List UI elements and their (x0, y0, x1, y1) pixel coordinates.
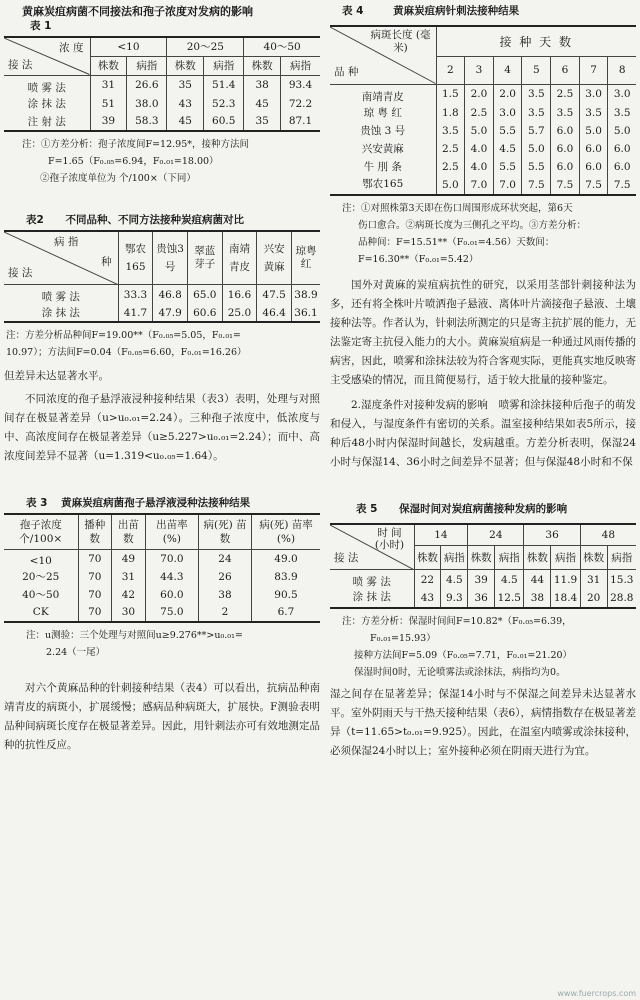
cell: 70 (78, 586, 112, 604)
cell: 5.0 (608, 122, 636, 140)
cell: 52.3 (204, 95, 244, 113)
cell: 3.5 (522, 104, 551, 122)
table5-caption (330, 502, 636, 517)
table5-sub: 株数 (414, 546, 441, 570)
cell: 1.5 (436, 84, 465, 104)
table-row (4, 113, 320, 131)
cell: 31 (90, 75, 127, 95)
cell: 70 (78, 568, 112, 586)
row-label: 注 射 法 (27, 115, 66, 128)
table-row (330, 570, 636, 590)
table5-sub: 株数 (524, 546, 551, 570)
table-row (4, 304, 320, 322)
cell: 5.5 (522, 158, 551, 176)
table3-head: 孢子浓度 个/100× (4, 514, 78, 550)
cell: 26 (199, 568, 252, 586)
table2-diag-bot: 接 法 (8, 267, 33, 279)
cell: 44.3 (145, 568, 198, 586)
table4-diag-bot: 品 种 (334, 65, 359, 78)
cell: 7.5 (522, 176, 551, 195)
table-row (330, 140, 636, 158)
table1-title: 黄麻炭疽病菌不同接法和孢子浓度对发病的影响 (22, 5, 253, 18)
cell: 38.0 (127, 95, 167, 113)
cell: 28.8 (607, 589, 636, 608)
cell: 40～50 (22, 589, 60, 601)
table2-col: 翠蓝芽子 (187, 231, 222, 285)
table2-col: 琼粤红 (291, 231, 320, 285)
cell: 4.0 (465, 140, 494, 158)
table1-diag-header (4, 37, 90, 75)
cell: 49 (112, 550, 146, 568)
table5-diag-bot: 接 法 (334, 552, 359, 564)
row-label: 贵蚀 3 号 (360, 125, 406, 137)
cell: 5.0 (579, 122, 608, 140)
cell: 72.2 (281, 95, 320, 113)
paragraph: 对六个黄麻品种的针刺接种结果（表4）可以看出，抗病品种南靖青皮的病斑小，扩展缓慢；感病品种病斑大，扩展快。F测验表明品种间病斑长度存在极显著差异。因此，用针刺法亦可有效地测定品种的抗性反应。 (4, 681, 320, 751)
cell: 2.5 (551, 84, 580, 104)
table4-notes (330, 200, 636, 268)
paragraph: 但差异未达显著水平。 (4, 370, 109, 382)
table4 (330, 25, 636, 196)
cell: 5.0 (436, 176, 465, 195)
cell: 25.0 (222, 304, 257, 322)
table4-day: 6 (551, 56, 580, 84)
cell: 11.9 (551, 570, 580, 590)
table-row (4, 95, 320, 113)
cell: 3.5 (551, 104, 580, 122)
table1-group-2: 20～25 (167, 37, 244, 56)
cell: 42 (112, 586, 146, 604)
table5-group: 48 (580, 524, 636, 546)
cell: 6.0 (551, 122, 580, 140)
note-line: ②孢子浓度单位为 个/100×（下同） (40, 172, 196, 184)
cell: <10 (29, 554, 52, 567)
note-line: 10.97）；方法间F=0.04（F₀.₀₅=6.60，F₀.₀₁=16.26） (6, 347, 247, 358)
table-row (4, 285, 320, 305)
table2-block (4, 213, 320, 362)
table2-col: 贵蚀3号 (153, 231, 188, 285)
table5-group: 14 (414, 524, 468, 546)
table-row (330, 158, 636, 176)
cell: 31 (580, 570, 607, 590)
note-line: 注：①对照株第3天即在伤口周围形成环状突起，第6天 (342, 202, 573, 214)
table5-sub: 株数 (468, 546, 495, 570)
table4-day: 8 (608, 56, 636, 84)
cell: 16.6 (222, 285, 257, 305)
paragraph: 国外对黄麻的炭疽病抗性的研究，以采用茎部针刺接种法为多，还有将全株叶片喷洒孢子悬液、离体叶片滴接孢子悬液、土壤接种法等。作者认为，针刺法所测定的只是寄主抗扩展的能力，无法鉴定寄主抗侵入能力的大小。黄麻炭疽病是一种通过风雨传播的病害，因此，喷雾和涂抹法较为符合客观实际，更能真实地反映寄主受感染的情况，而且简便易行，适于较大批量的接种鉴定。 (330, 278, 636, 386)
watermark: www.fuercrops.com (557, 989, 636, 998)
cell: 2.0 (465, 84, 494, 104)
table-row (4, 568, 320, 586)
table-row (4, 550, 320, 568)
right-text-block-2 (330, 685, 636, 761)
note-line: 品种间：F=15.51**（F₀.₀₁=4.56）天数间： (358, 236, 555, 248)
cell: 2.5 (465, 104, 494, 122)
cell: 3.0 (493, 104, 522, 122)
table3-head: 播种数 (78, 514, 112, 550)
table-row (330, 122, 636, 140)
row-label: 鄂农165 (362, 177, 404, 190)
cell: 6.0 (579, 158, 608, 176)
cell: 4.5 (493, 140, 522, 158)
table4-day: 7 (579, 56, 608, 84)
table2-title: 不同品种、不同方法接种炭疽病菌对比 (65, 213, 244, 226)
cell: 36 (468, 589, 495, 608)
table3-head: 出苗率 (%) (145, 514, 198, 550)
table5 (330, 523, 636, 610)
cell: 45 (167, 113, 204, 131)
table-row (330, 176, 636, 195)
cell: 83.9 (251, 568, 320, 586)
cell: 26.6 (127, 75, 167, 95)
cell: 60.5 (204, 113, 244, 131)
table2-col: 鄂农165 (118, 231, 153, 285)
note-line: 2.24（一尾） (46, 646, 106, 658)
table5-group: 36 (524, 524, 580, 546)
cell: 12.5 (495, 589, 524, 608)
cell: 93.4 (281, 75, 320, 95)
table1-block (4, 4, 320, 187)
table5-diag-header (330, 524, 414, 570)
table2-diag-header (4, 231, 118, 285)
table2 (4, 230, 320, 324)
cell: 90.5 (251, 586, 320, 604)
cell: 15.3 (607, 570, 636, 590)
cell: 5.5 (493, 122, 522, 140)
table2-number: 表2 (26, 213, 44, 226)
cell: 60.6 (187, 304, 222, 322)
cell: 20 (580, 589, 607, 608)
table3 (4, 513, 320, 623)
cell: 4.0 (465, 158, 494, 176)
cell: 31 (112, 568, 146, 586)
cell: 70 (78, 604, 112, 622)
table1-sub: 株数 (90, 56, 127, 75)
table4-day: 2 (436, 56, 465, 84)
note-line: 注：u测验：三个处理与对照间u≥9.276**>u₀.₀₁= (26, 629, 243, 641)
table2-notes (4, 327, 320, 361)
cell: 2.5 (436, 140, 465, 158)
note-line: 伤口愈合。②病斑长度为三侧孔之平均。③方差分析： (358, 219, 587, 231)
cell: 7.5 (551, 176, 580, 195)
note-line: 注：①方差分析：孢子浓度间F=12.95*，接种方法间 (22, 138, 249, 150)
row-label: 涂 抹 法 (352, 591, 391, 603)
table3-notes (4, 627, 320, 661)
cell: 3.0 (579, 84, 608, 104)
table-row (4, 604, 320, 622)
table4-diag-top: 病斑长度 (毫米) (370, 29, 431, 54)
table2-col: 兴安黄麻 (257, 231, 292, 285)
table4-block (330, 4, 636, 268)
paragraph: 不同浓度的孢子悬浮液浸种接种结果（表3）表明，处理与对照间存在极显著差异（u>u₀.₀₁=2.24）。三种孢子浓度中，低浓度与中、高浓度间存在极显著差异（u≥5.227>u₀.₀₁=2.24）；而中、高浓度间差异不显著（u=1.319<u₀.₀₅=1.64）。 (4, 393, 320, 462)
table2-diag-mid: 种 (101, 255, 112, 268)
left-text-block (4, 367, 320, 466)
table4-caption (330, 4, 636, 19)
cell: 6.0 (608, 140, 636, 158)
cell: 41.7 (118, 304, 153, 322)
paragraph: 2.湿度条件对接种发病的影响 喷雾和涂抹接种后孢子的萌发和侵入，与湿度条件有密切的关系。温室接种结果如表5所示，接种后48小时内保湿时间越长，发病越重。方差分析表明，保湿24小时与保湿14、36小时之间差异不显著；但与保湿48小时和不保 (330, 398, 636, 468)
note-line: 接种方法间F=5.09（F₀.₀₅=7.71，F₀.₀₁=21.20） (354, 650, 573, 661)
cell: 5.0 (465, 122, 494, 140)
table3-head: 病(死) 苗率(%) (251, 514, 320, 550)
table1-sub: 病指 (204, 56, 244, 75)
cell: 1.8 (436, 104, 465, 122)
table4-day: 5 (522, 56, 551, 84)
cell: CK (32, 606, 49, 618)
cell: 6.0 (551, 140, 580, 158)
cell: 51 (90, 95, 127, 113)
cell: 7.5 (579, 176, 608, 195)
cell: 5.7 (522, 122, 551, 140)
cell: 2.5 (436, 158, 465, 176)
cell: 3.5 (608, 104, 636, 122)
right-text-block (330, 276, 636, 472)
cell: 46.4 (257, 304, 292, 322)
table1-notes (4, 136, 320, 187)
row-label: 涂 抹 法 (27, 98, 66, 110)
cell: 47.9 (153, 304, 188, 322)
paragraph: 湿之间存在显著差异；保湿14小时与不保湿之间差异未达显著水平。室外阴雨天与干热天接种结果（表6），病情指数存在极显著差异（t=11.65>t₀.₀₁=9.925）。因此，在温室内喷雾或涂抹接种，必须保湿24小时以上；室外接种必须在阴雨天进行为宜。 (330, 688, 636, 757)
table5-sub: 株数 (580, 546, 607, 570)
cell: 7.0 (493, 176, 522, 195)
cell: 6.0 (608, 158, 636, 176)
cell: 43 (414, 589, 441, 608)
cell: 38 (199, 586, 252, 604)
row-label: 兴安黄麻 (361, 143, 404, 155)
table2-diag-top: 病 指 (54, 235, 79, 248)
cell: 60.0 (145, 586, 198, 604)
table5-number: 表 5 (356, 502, 378, 515)
cell: 87.1 (281, 113, 320, 131)
cell: 6.0 (579, 140, 608, 158)
table3-head: 出苗数 (112, 514, 146, 550)
table4-span-head: 接 种 天 数 (436, 26, 636, 56)
table2-caption (4, 213, 320, 228)
table1-number: 表 1 (30, 20, 52, 32)
note-line: F=1.65（F₀.₀₅=6.94，F₀.₀₁=18.00） (48, 155, 219, 167)
cell: 49.0 (251, 550, 320, 568)
cell: 3.0 (608, 84, 636, 104)
cell: 22 (414, 570, 441, 590)
table5-sub: 病指 (441, 546, 468, 570)
table4-title: 黄麻炭疽病针刺法接种结果 (393, 5, 520, 17)
cell: 20～25 (22, 571, 60, 583)
table1-sub: 株数 (244, 56, 281, 75)
row-label: 喷 雾 法 (352, 576, 391, 588)
cell: 36.1 (291, 304, 320, 322)
table5-notes (330, 613, 636, 681)
cell: 7.5 (608, 176, 636, 195)
cell: 5.5 (493, 158, 522, 176)
cell: 5.0 (522, 140, 551, 158)
cell: 3.5 (522, 84, 551, 104)
cell: 43 (167, 95, 204, 113)
table5-sub: 病指 (495, 546, 524, 570)
cell: 75.0 (145, 604, 198, 622)
table5-sub: 病指 (551, 546, 580, 570)
table1-sub: 病指 (127, 56, 167, 75)
cell: 38 (524, 589, 551, 608)
cell: 4.5 (495, 570, 524, 590)
table4-number: 表 4 (342, 5, 364, 17)
row-label: 南靖青皮 (361, 90, 404, 103)
table1-diag-bot: 接 法 (8, 58, 33, 71)
cell: 70.0 (145, 550, 198, 568)
cell: 2.0 (493, 84, 522, 104)
left-text-block-2 (4, 679, 320, 755)
table-row (330, 84, 636, 104)
note-line: 保湿时间0时，无论喷雾法或涂抹法，病指均为0。 (354, 667, 566, 678)
cell: 44 (524, 570, 551, 590)
left-column (4, 4, 320, 755)
cell: 7.0 (465, 176, 494, 195)
table5-group: 24 (468, 524, 524, 546)
table1 (4, 36, 320, 132)
table3-block (4, 496, 320, 661)
table1-group-1: <10 (90, 37, 167, 56)
row-label: 喷 雾 法 (41, 291, 80, 303)
cell: 3.5 (436, 122, 465, 140)
table5-title: 保湿时间对炭疽病菌接种发病的影响 (399, 502, 568, 515)
cell: 65.0 (187, 285, 222, 305)
table5-block (330, 502, 636, 682)
cell: 51.4 (204, 75, 244, 95)
right-column (330, 4, 636, 761)
table3-caption (4, 496, 320, 511)
cell: 6.0 (551, 158, 580, 176)
table-row (4, 75, 320, 95)
cell: 9.3 (441, 589, 468, 608)
cell: 46.8 (153, 285, 188, 305)
table1-diag-top: 浓 度 (59, 42, 84, 54)
cell: 6.7 (251, 604, 320, 622)
cell: 39 (468, 570, 495, 590)
row-label: 喷 雾 法 (27, 81, 66, 94)
table-row (4, 586, 320, 604)
cell: 3.5 (579, 104, 608, 122)
note-line: F=16.30**（F₀.₀₁=5.42） (358, 253, 479, 265)
table-row (330, 104, 636, 122)
cell: 45 (244, 95, 281, 113)
table4-day: 3 (465, 56, 494, 84)
note-line: 注：方差分析品种间F=19.00**（F₀.₀₅=5.05，F₀.₀₁= (6, 330, 241, 341)
cell: 35 (167, 75, 204, 95)
cell: 2 (199, 604, 252, 622)
table2-col: 南靖青皮 (222, 231, 257, 285)
table-row (330, 589, 636, 608)
note-line: F₀.₀₁=15.93） (370, 633, 436, 644)
table1-sub: 病指 (281, 56, 320, 75)
table4-diag-header (330, 26, 436, 84)
cell: 38 (244, 75, 281, 95)
cell: 33.3 (118, 285, 153, 305)
row-label: 琼 粤 红 (363, 107, 402, 119)
cell: 47.5 (257, 285, 292, 305)
cell: 4.5 (441, 570, 468, 590)
cell: 38.9 (291, 285, 320, 305)
cell: 70 (78, 550, 112, 568)
row-label: 涂 抹 法 (41, 307, 80, 319)
cell: 35 (244, 113, 281, 131)
table3-number: 表 3 (26, 497, 48, 509)
cell: 30 (112, 604, 146, 622)
cell: 18.4 (551, 589, 580, 608)
row-label: 牛 刖 条 (363, 161, 402, 173)
note-line: 注：方差分析：保湿时间间F=10.82*（F₀.₀₅=6.39， (342, 616, 572, 627)
table4-day: 4 (493, 56, 522, 84)
cell: 39 (90, 113, 127, 131)
table1-sub: 株数 (167, 56, 204, 75)
cell: 24 (199, 550, 252, 568)
table1-group-3: 40～50 (244, 37, 320, 56)
table3-head: 病(死) 苗数 (199, 514, 252, 550)
table5-sub: 病指 (607, 546, 636, 570)
table3-title: 黄麻炭疽病菌孢子悬浮液浸种法接种结果 (61, 497, 251, 509)
cell: 58.3 (127, 113, 167, 131)
table5-diag-top: 时 间 (小时) (374, 526, 405, 551)
